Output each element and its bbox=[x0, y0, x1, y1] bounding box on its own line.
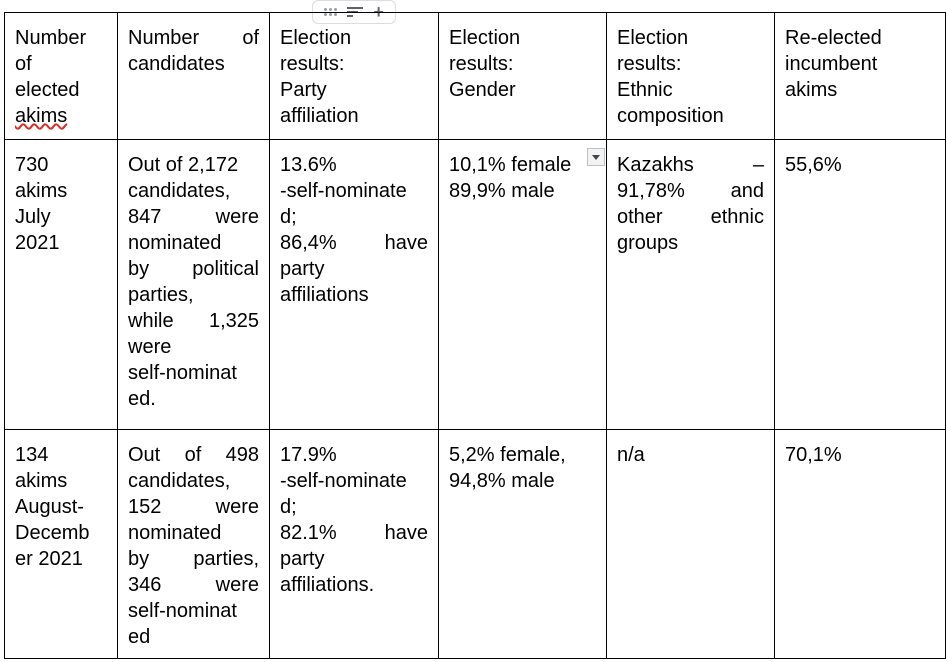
table-cell[interactable]: 17.9% -self-nominate d; 82.1% have party affiliations. bbox=[270, 430, 439, 659]
table-cell[interactable]: 5,2% female, 94,8% male bbox=[439, 430, 607, 659]
table-row bbox=[5, 140, 946, 430]
spellcheck-word: akims bbox=[15, 105, 68, 127]
header-cell[interactable]: Number of elected akims bbox=[5, 13, 118, 140]
table-cell[interactable]: Out of 498 candidates, 152 were nominated by parties, 346 were self-nominat ed bbox=[118, 430, 270, 659]
dropdown-arrow-icon[interactable] bbox=[587, 148, 605, 166]
add-icon[interactable]: + bbox=[373, 2, 384, 22]
table-cell[interactable]: n/a bbox=[607, 430, 775, 659]
table-cell[interactable]: 10,1% female 89,9% male bbox=[439, 140, 607, 430]
header-row bbox=[5, 13, 946, 140]
table-cell[interactable]: 70,1% bbox=[775, 430, 946, 659]
header-cell[interactable]: Re-elected incumbent akims bbox=[775, 13, 946, 140]
table-cell[interactable]: 134 akims August- Decemb er 2021 bbox=[5, 430, 118, 659]
header-cell[interactable]: Election results: Ethnic composition bbox=[607, 13, 775, 140]
header-cell[interactable]: Election results: Party affiliation bbox=[270, 13, 439, 140]
election-table bbox=[4, 12, 946, 659]
table-cell[interactable]: Out of 2,172 candidates, 847 were nominated by political parties, while 1,325 were self-nominat ed. bbox=[118, 140, 270, 430]
table-row bbox=[5, 430, 946, 659]
table-cell[interactable]: Kazakhs – 91,78% and other ethnic groups bbox=[607, 140, 775, 430]
header-cell[interactable]: Election results: Gender bbox=[439, 13, 607, 140]
table-cell[interactable]: 55,6% bbox=[775, 140, 946, 430]
table-cell[interactable]: 730 akims July 2021 bbox=[5, 140, 118, 430]
table-cell[interactable]: 13.6% -self-nominate d; 86,4% have party affiliations bbox=[270, 140, 439, 430]
header-cell[interactable]: Number of candidates bbox=[118, 13, 270, 140]
